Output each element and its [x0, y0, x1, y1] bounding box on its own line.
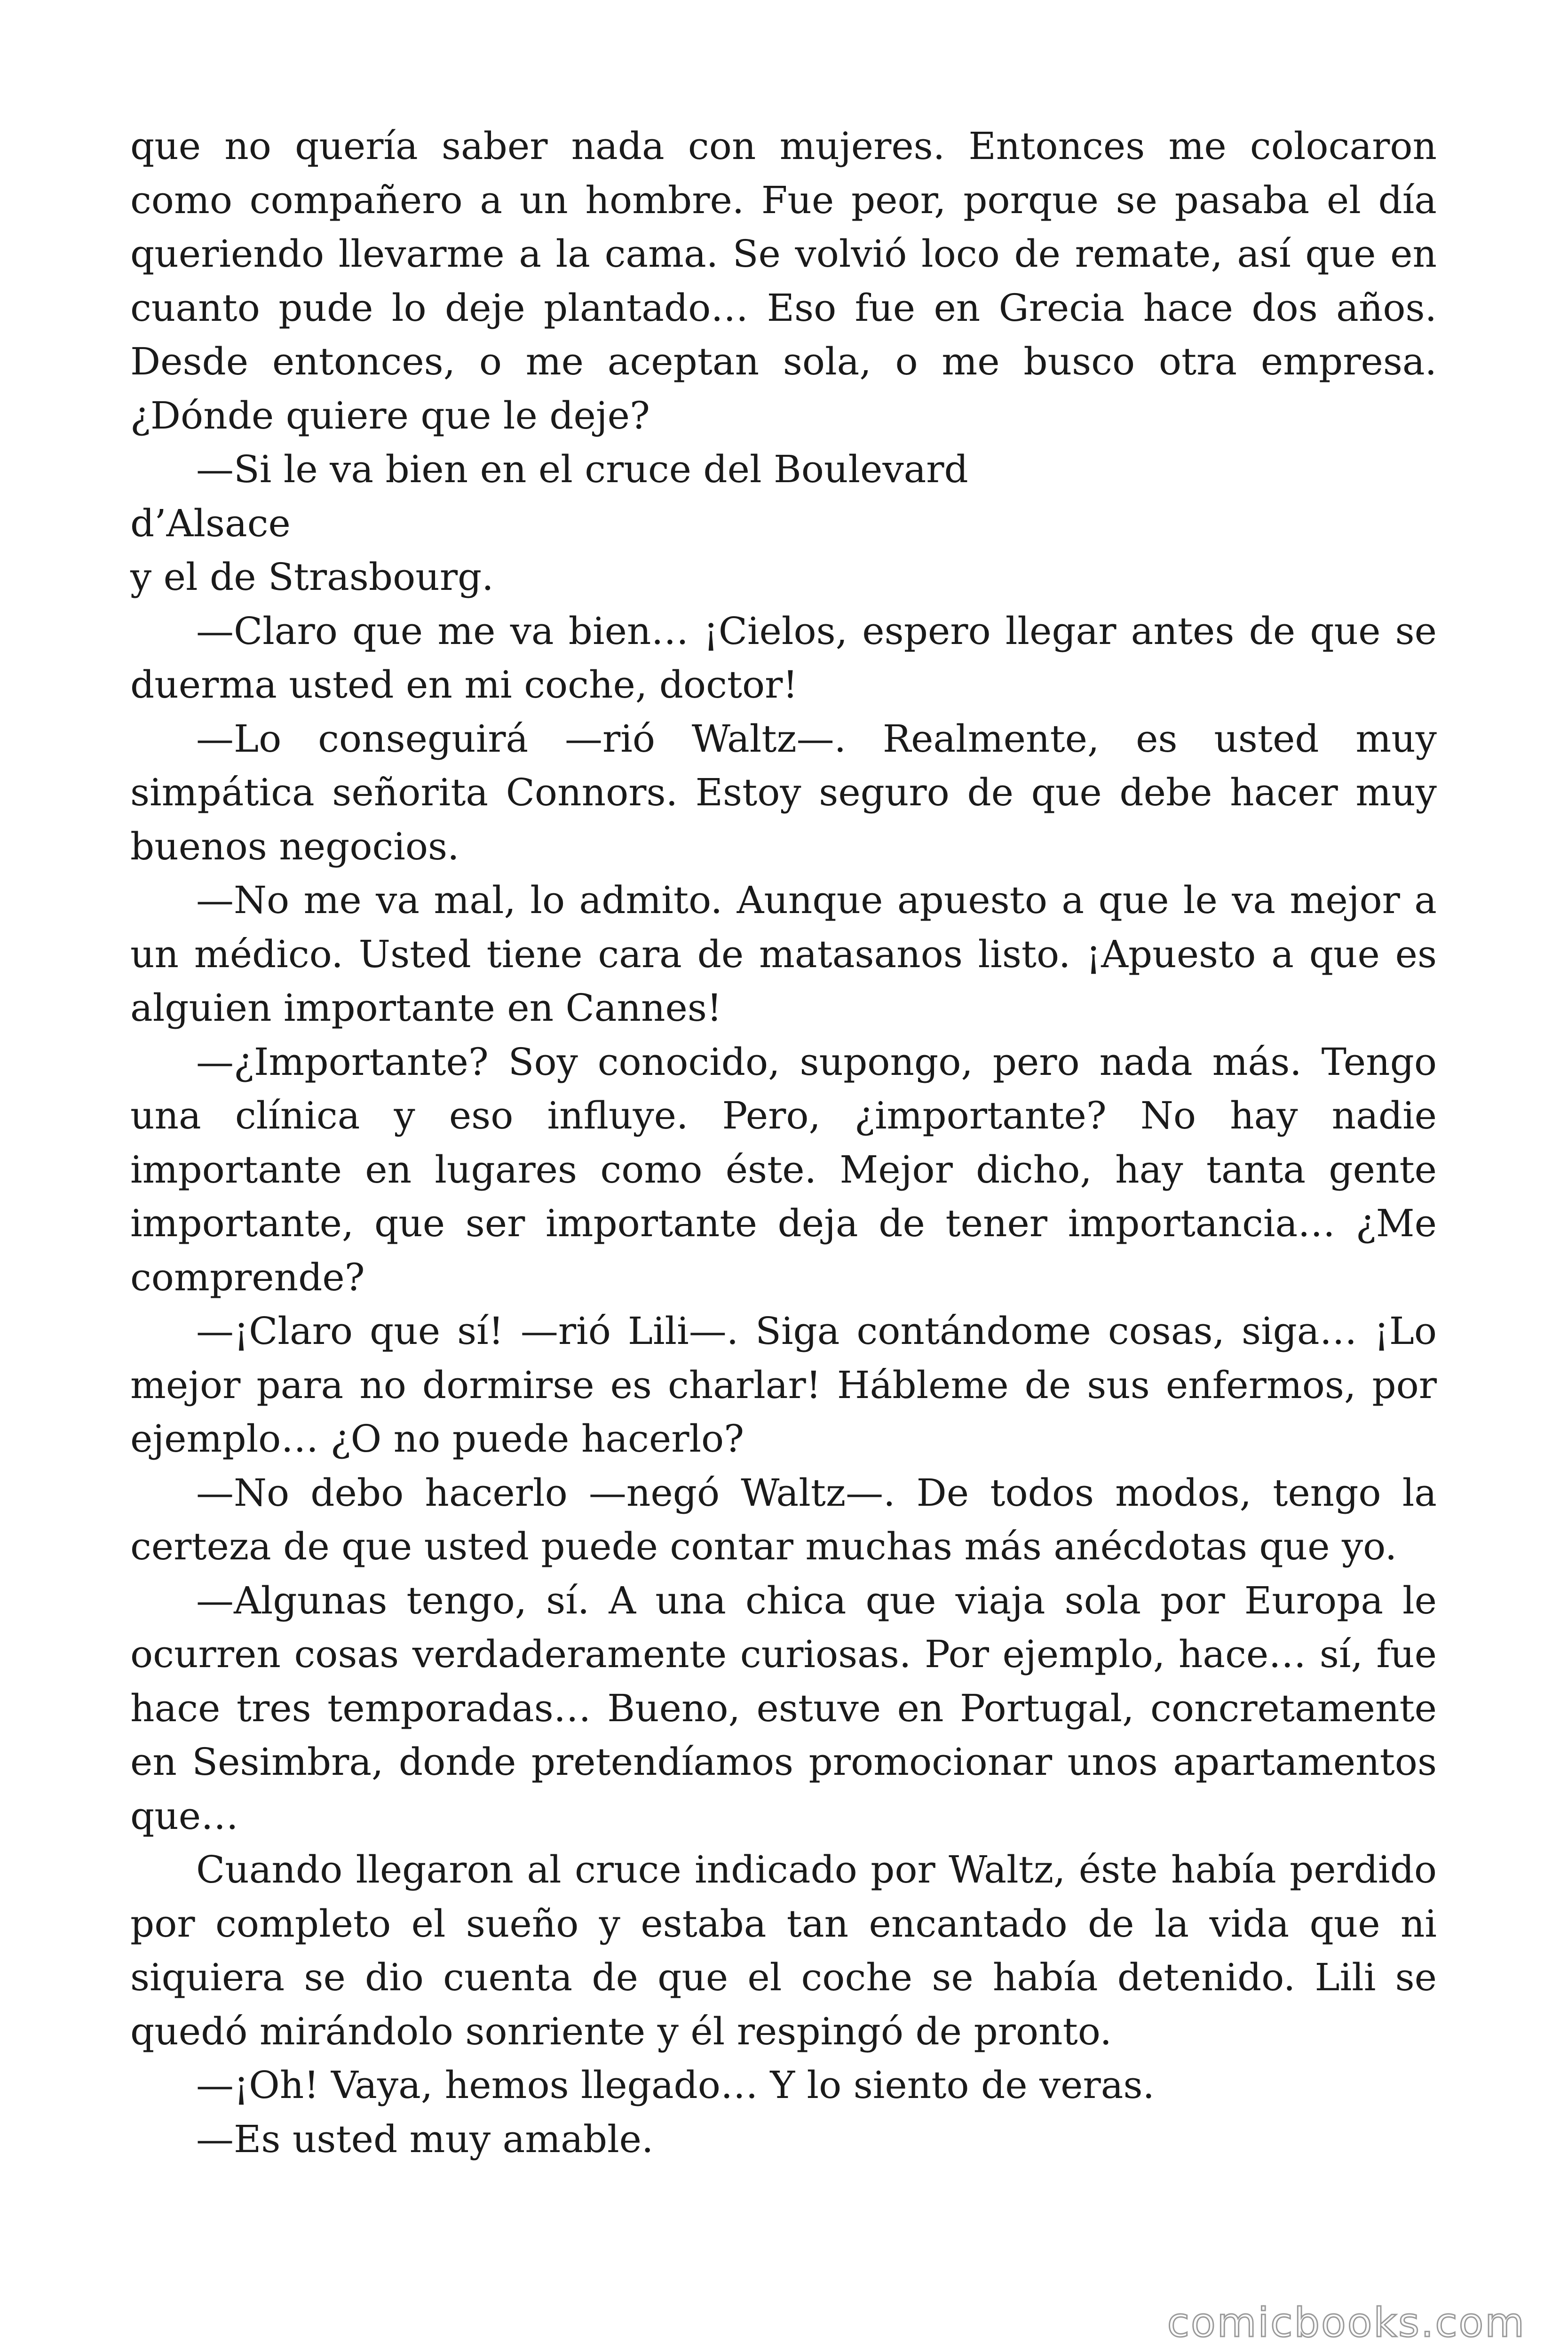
paragraph: —Lo conseguirá —rió Waltz—. Realmente, es usted muy simpática señorita Connors. Estoy seguro de que debe hacer muy buenos negocios. [130, 716, 1437, 868]
paragraph: —Es usted muy amable. [196, 2117, 654, 2161]
paragraph: —Algunas tengo, sí. A una chica que viaja sola por Europa le ocurren cosas verdaderamente curiosas. Por ejemplo, hace… sí, fue hace tres temporadas… Bueno, estuve en Portugal, concretamente en Sesimbra, donde pretendíamos promocionar unos apartamentos que… [130, 1578, 1437, 1838]
watermark: comicbooks.com [1167, 2299, 1526, 2346]
paragraph: —¡Oh! Vaya, hemos llegado… Y lo siento de veras. [196, 2063, 1155, 2107]
paragraph: —No debo hacerlo —negó Waltz—. De todos modos, tengo la certeza de que usted puede contar muchas más anécdotas que yo. [130, 1470, 1437, 1568]
paragraph: d’Alsace [130, 501, 291, 545]
paragraph: y el de Strasbourg. [130, 555, 494, 599]
paragraph: Cuando llegaron al cruce indicado por Waltz, éste había perdido por completo el sueño y estaba tan encantado de la vida que ni siquiera se dio cuenta de que el coche se había detenido. Lili se quedó mirándolo sonriente y él respingó de pronto. [130, 1848, 1437, 2053]
paragraph: —Si le va bien en el cruce del Boulevard [196, 447, 968, 491]
paragraph: —No me va mal, lo admito. Aunque apuesto a que le va mejor a un médico. Usted tiene cara de matasanos listo. ¡Apuesto a que es alguien importante en Cannes! [130, 878, 1437, 1030]
paragraph: —Claro que me va bien… ¡Cielos, espero llegar antes de que se duerma usted en mi coche, doctor! [130, 609, 1437, 707]
paragraph: que no quería saber nada con mujeres. Entonces me colocaron como compañero a un hombre. Fue peor, porque se pasaba el día queriendo llevarme a la cama. Se volvió loco de remate, así que en cuanto pude lo deje plantado… Eso fue en Grecia hace dos años. Desde entonces, o me aceptan sola, o me busco otra empresa. ¿Dónde quiere que le deje? [130, 124, 1437, 437]
body-text [130, 119, 1437, 2166]
paragraph: —¿Importante? Soy conocido, supongo, pero nada más. Tengo una clínica y eso influye. Pero, ¿importante? No hay nadie importante en lugares como éste. Mejor dicho, hay tanta gente importante, que ser importante deja de tener importancia… ¿Me comprende? [130, 1040, 1437, 1299]
paragraph: —¡Claro que sí! —rió Lili—. Siga contándome cosas, siga… ¡Lo mejor para no dormirse es charlar! Hábleme de sus enfermos, por ejemplo… ¿O no puede hacerlo? [130, 1309, 1437, 1461]
